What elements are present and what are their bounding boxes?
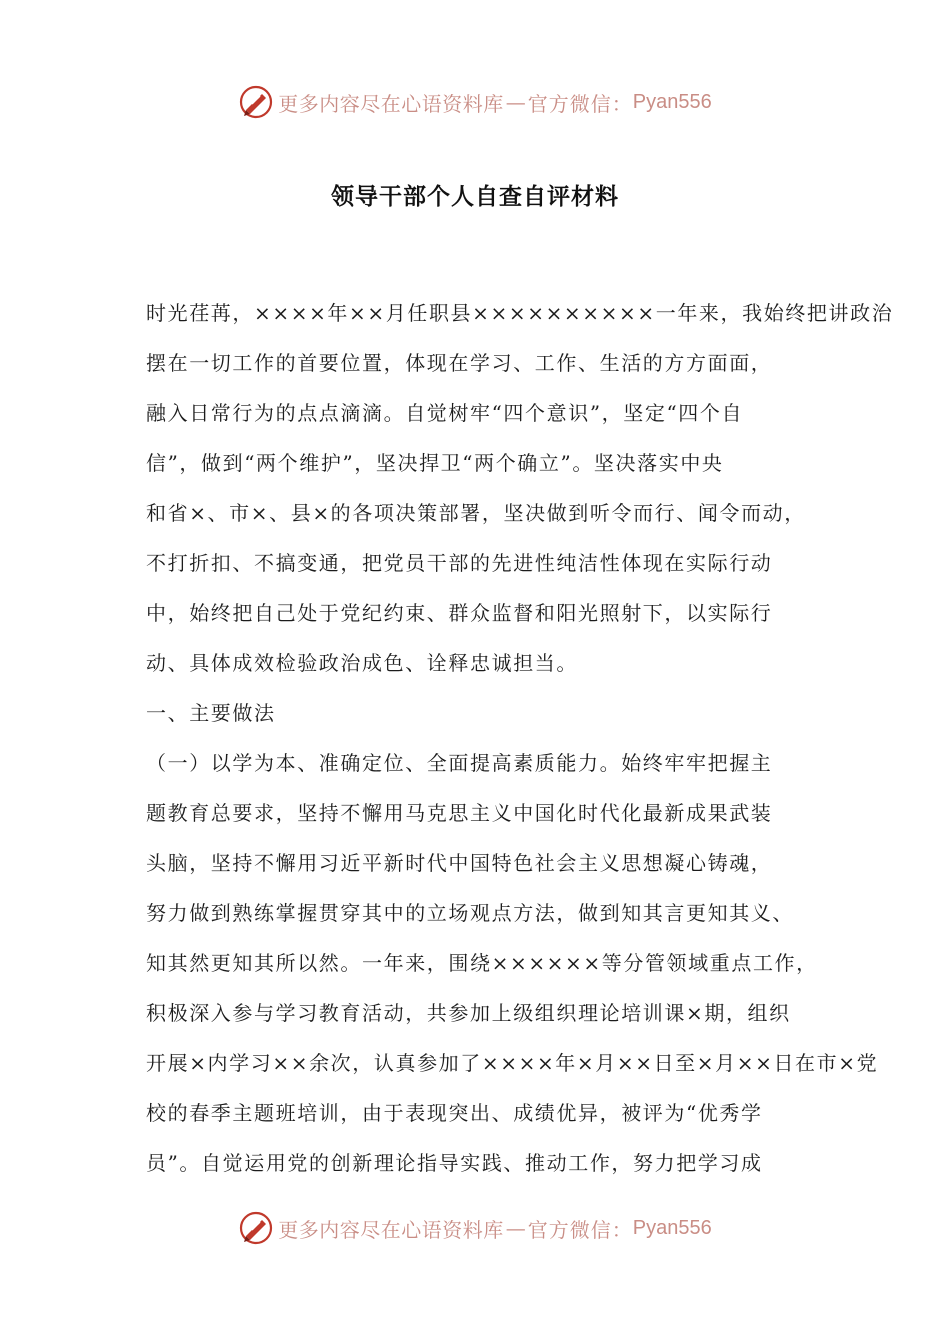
body-line: 不打折扣、不搞变通，把党员干部的先进性纯洁性体现在实际行动 [146,551,773,575]
body-line: 校的春季主题班培训，由于表现突出、成绩优异，被评为“优秀学 [146,1101,763,1125]
pen-logo-icon [238,1210,274,1246]
section-heading: 一、主要做法 [146,701,276,725]
watermark-wechat-id: Pyan556 [632,90,712,113]
body-line: 题教育总要求，坚持不懈用马克思主义中国化时代化最新成果武装 [146,801,773,825]
body-line: 摆在一切工作的首要位置，体现在学习、工作、生活的方方面面， [146,351,773,375]
body-line: 开展×内学习××余次，认真参加了××××年×月××日至×月××日在市×党 [146,1051,879,1075]
watermark-wechat-label: 官方微信： [527,91,633,116]
watermark-dash: — [505,90,526,114]
body-line: 员”。自觉运用党的创新理论指导实践、推动工作，努力把学习成 [146,1151,763,1175]
body-line: 融入日常行为的点点滴滴。自觉树牢“四个意识”，坚定“四个自 [146,401,744,425]
pen-logo-icon [238,84,274,120]
body-line: 头脑，坚持不懈用习近平新时代中国特色社会主义思想凝心铸魂， [146,851,773,875]
body-line: 努力做到熟练掌握贯穿其中的立场观点方法，做到知其言更知其义、 [146,901,794,925]
body-line: 中，始终把自己处于党纪约束、群众监督和阳光照射下，以实际行 [146,601,773,625]
body-line: （一）以学为本、准确定位、全面提高素质能力。始终牢牢把握主 [146,751,773,775]
document-title: 领导干部个人自查自评材料 [331,184,619,210]
watermark-site-name: 更多内容尽在心语资料库 [278,1217,504,1242]
watermark-dash: — [505,1216,526,1240]
footer-watermark [0,1208,950,1248]
watermark-wechat-id: Pyan556 [632,1216,712,1239]
body-line: 信”，做到“两个维护”，坚决捍卫“两个确立”。坚决落实中央 [146,451,724,475]
body-line: 积极深入参与学习教育活动，共参加上级组织理论培训课×期，组织 [146,1001,791,1025]
header-watermark [0,82,950,122]
body-line: 知其然更知其所以然。一年来，围绕××××××等分管领域重点工作， [146,951,818,975]
watermark-site-name: 更多内容尽在心语资料库 [278,91,504,116]
body-line: 动、具体成效检验政治成色、诠释忠诚担当。 [146,651,578,675]
document-body [146,291,894,1191]
body-line: 时光荏苒，××××年××月任职县××××××××××一年来，我始终把讲政治 [146,301,894,325]
watermark-wechat-label: 官方微信： [527,1217,633,1242]
body-line: 和省×、市×、县×的各项决策部署，坚决做到听令而行、闻令而动， [146,501,806,525]
